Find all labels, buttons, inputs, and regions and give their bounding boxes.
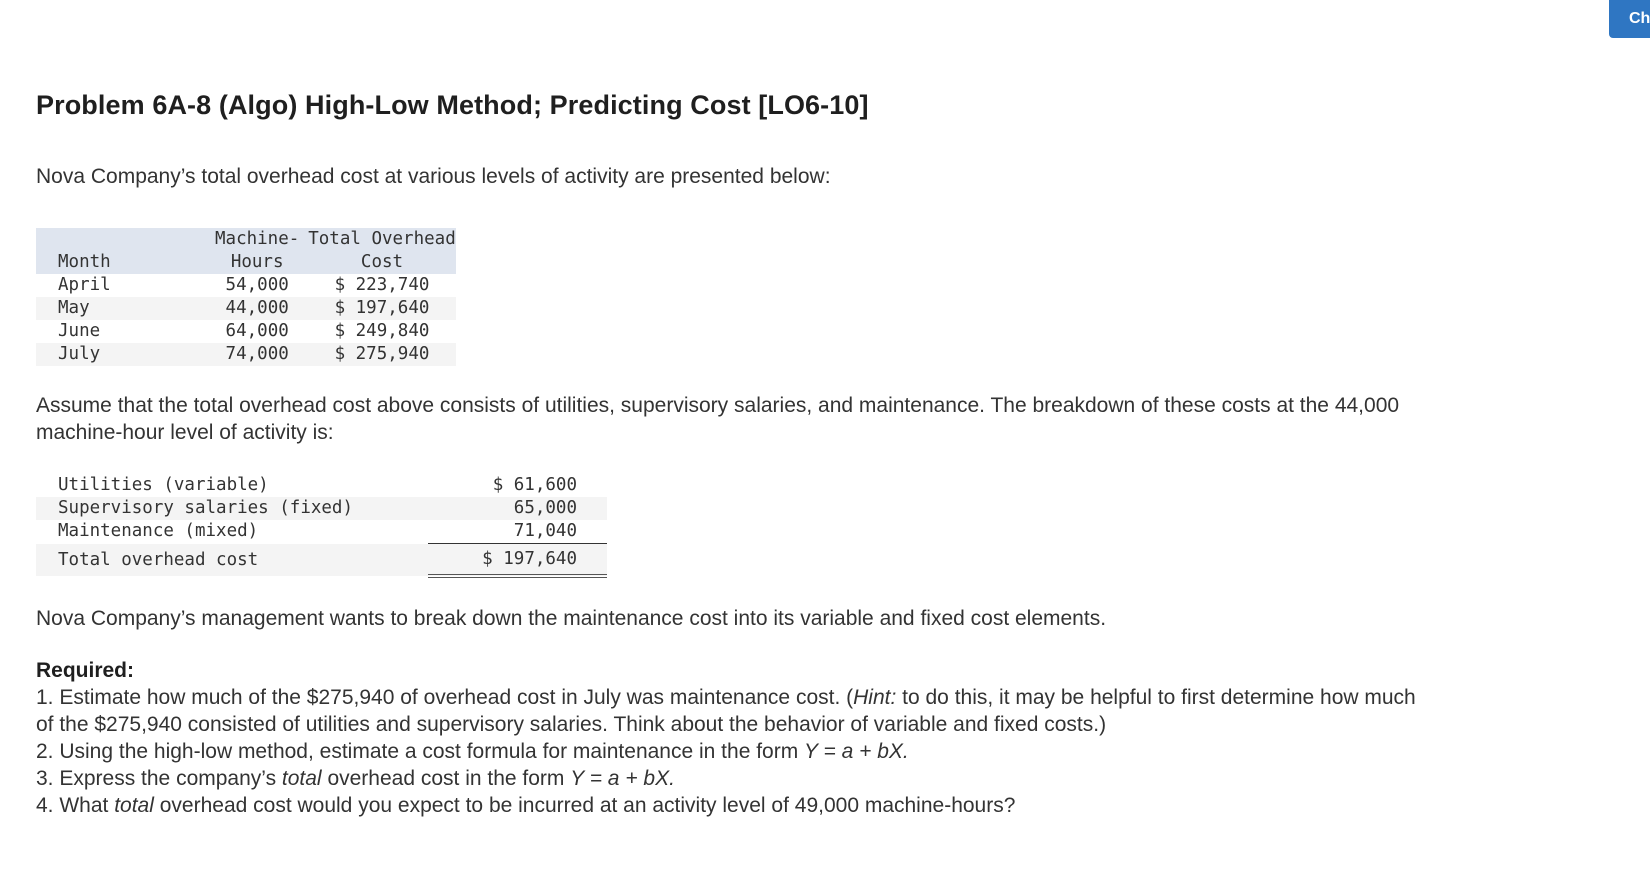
table-row — [36, 274, 456, 297]
breakdown-amount: 71,040 — [428, 520, 607, 544]
page-title: Problem 6A-8 (Algo) High-Low Method; Predicting Cost [LO6-10] — [36, 90, 869, 120]
header-month: Month — [58, 252, 111, 272]
breakdown-amount: $ 61,600 — [428, 474, 607, 497]
cell-hours: 74,000 — [206, 343, 308, 366]
item3-emphasis: total — [281, 767, 322, 790]
cell-month: May — [36, 297, 206, 320]
corner-button[interactable]: Ch — [1609, 0, 1650, 38]
cell-cost: $ 223,740 — [308, 274, 456, 297]
item1-hint: Hint: — [853, 686, 897, 709]
item4-text-b: overhead cost would you expect to be incurred at an activity level of 49,000 machine-hours? — [153, 794, 1016, 817]
required-label: Required: — [36, 659, 135, 682]
table-row — [36, 520, 607, 544]
management-text: Nova Company’s management wants to break down the maintenance cost into its variable and fixed cost elements. — [36, 607, 1107, 630]
header-cost-line2: Cost — [360, 252, 404, 272]
cell-cost: $ 249,840 — [308, 320, 456, 343]
header-cost-line1: Total Overhead — [308, 229, 456, 249]
cell-month: April — [36, 274, 206, 297]
cost-breakdown-table — [36, 474, 607, 578]
required-item-4 — [36, 792, 1436, 819]
intro-text: Nova Company’s total overhead cost at various levels of activity are presented below: — [36, 165, 831, 188]
required-section — [36, 657, 1436, 819]
item1-text-a: 1. Estimate how much of the $275,940 of overhead cost in July was maintenance cost. ( — [36, 686, 854, 709]
total-label: Total overhead cost — [36, 544, 428, 577]
activity-table — [36, 228, 456, 366]
breakdown-label: Maintenance (mixed) — [36, 520, 428, 544]
header-hours-line1: Machine- — [215, 229, 300, 249]
header-hours-line2: Hours — [230, 252, 284, 272]
item2-text: 2. Using the high-low method, estimate a cost formula for maintenance in the form — [36, 740, 805, 763]
table-row — [36, 497, 607, 520]
cell-hours: 44,000 — [206, 297, 308, 320]
item4-text-a: 4. What — [36, 794, 115, 817]
table-row — [36, 474, 607, 497]
item1-text-b: to do this, it may be helpful to first determine how much of the $275,940 consisted of utilities and supervisory salaries. Think about the behavior of variable and fixed costs.) — [36, 686, 1416, 736]
cell-hours: 54,000 — [206, 274, 308, 297]
table-row — [36, 343, 456, 366]
item4-emphasis: total — [114, 794, 154, 817]
table-row — [36, 297, 456, 320]
table-row — [36, 320, 456, 343]
cell-cost: $ 197,640 — [308, 297, 456, 320]
required-item-1 — [36, 684, 1436, 738]
activity-header-row-1 — [36, 228, 456, 251]
item3-formula: Y = a + bX. — [570, 767, 675, 790]
breakdown-amount: 65,000 — [428, 497, 607, 520]
item2-formula: Y = a + bX. — [804, 740, 909, 763]
assume-text: Assume that the total overhead cost above consists of utilities, supervisory salaries, and maintenance. The breakdown of these costs at the 44,000 machine-hour level of activity is: — [36, 394, 1400, 444]
required-item-2 — [36, 738, 1436, 765]
item3-text-a: 3. Express the company’s — [36, 767, 282, 790]
cell-month: June — [36, 320, 206, 343]
activity-header-row-2 — [36, 251, 456, 274]
header-month-spacer — [36, 228, 206, 251]
item3-text-b: overhead cost in the form — [321, 767, 571, 790]
breakdown-label: Utilities (variable) — [36, 474, 428, 497]
cell-month: July — [36, 343, 206, 366]
breakdown-label: Supervisory salaries (fixed) — [36, 497, 428, 520]
total-amount: $ 197,640 — [428, 544, 607, 577]
cell-hours: 64,000 — [206, 320, 308, 343]
total-row — [36, 544, 607, 577]
required-item-3 — [36, 765, 1436, 792]
cell-cost: $ 275,940 — [308, 343, 456, 366]
